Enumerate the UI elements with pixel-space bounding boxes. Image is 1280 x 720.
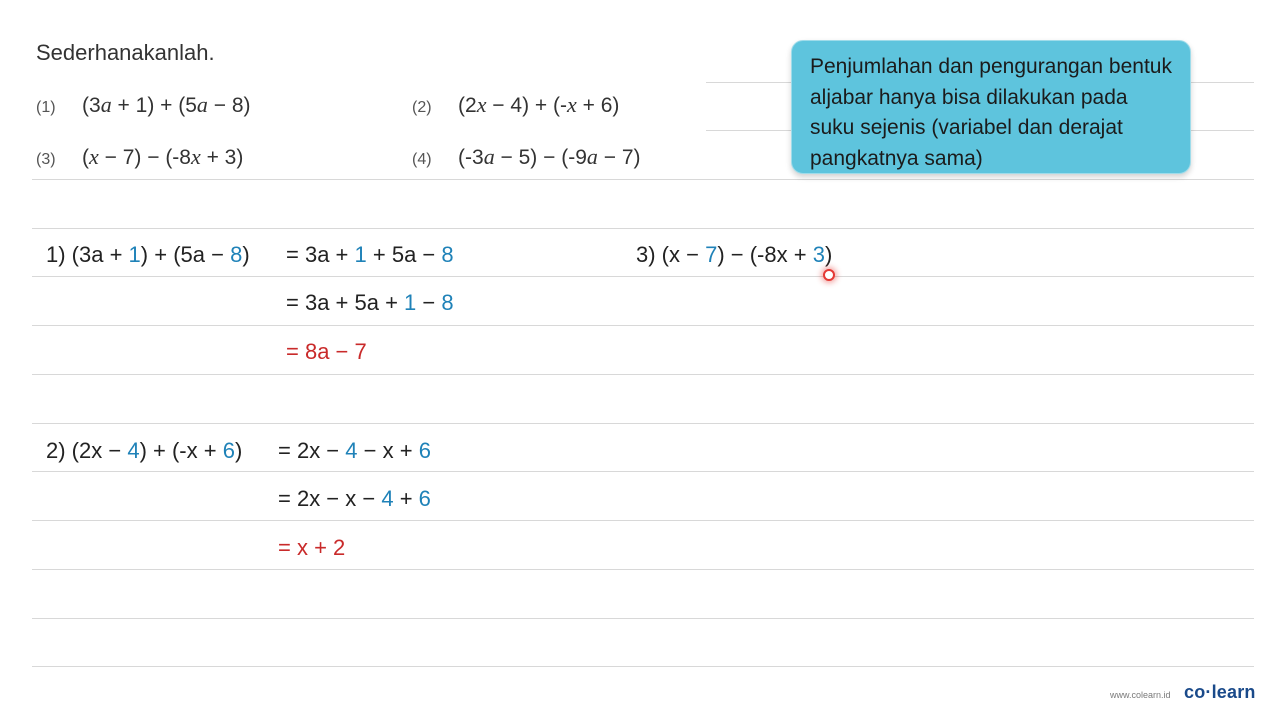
rule-line <box>32 520 1254 521</box>
rule-line <box>32 471 1254 472</box>
problem-title: Sederhanakanlah. <box>36 40 215 65</box>
question-number: (3) <box>36 151 56 168</box>
solution-3-problem: 3) (x − 7) − (-8x + 3) <box>636 242 833 267</box>
solution-1-step-2: = 3a + 5a + 1 − 8 <box>286 290 454 315</box>
question-expression: (3a + 1) + (5a − 8) <box>82 92 251 117</box>
concept-note-box: Penjumlahan dan pengurangan bentuk aljabar hanya bisa dilakukan pada suku sejenis (variabel dan derajat pangkatnya sama) <box>791 40 1191 174</box>
question-expression: (-3a − 5) − (-9a − 7) <box>458 144 641 169</box>
rule-line <box>32 374 1254 375</box>
question-number: (2) <box>412 99 432 116</box>
solution-1-problem: 1) (3a + 1) + (5a − 8) <box>46 242 250 267</box>
rule-line <box>32 179 1254 180</box>
rule-line <box>32 423 1254 424</box>
colearn-logo: co·learn <box>1184 682 1256 702</box>
question-expression: (x − 7) − (-8x + 3) <box>82 144 244 169</box>
rule-line <box>32 618 1254 619</box>
solution-2-step-2: = 2x − x − 4 + 6 <box>278 486 431 511</box>
rule-line <box>32 666 1254 667</box>
footer-url: www.colearn.id <box>1110 690 1171 700</box>
rule-line <box>32 276 1254 277</box>
solution-1-step-1: = 3a + 1 + 5a − 8 <box>286 242 454 267</box>
question-number: (4) <box>412 151 432 168</box>
rule-line <box>32 228 1254 229</box>
question-3 <box>36 144 243 170</box>
question-number: (1) <box>36 99 56 116</box>
question-4 <box>412 144 641 170</box>
solution-2-problem: 2) (2x − 4) + (-x + 6) <box>46 438 243 463</box>
solution-1-result: = 8a − 7 <box>286 339 367 364</box>
solution-2-step-1: = 2x − 4 − x + 6 <box>278 438 431 463</box>
pen-cursor-icon <box>823 269 835 281</box>
rule-line <box>32 325 1254 326</box>
solution-2-result: = x + 2 <box>278 535 346 560</box>
rule-line <box>32 569 1254 570</box>
question-expression: (2x − 4) + (-x + 6) <box>458 92 620 117</box>
question-2 <box>412 92 619 118</box>
question-1 <box>36 92 251 118</box>
